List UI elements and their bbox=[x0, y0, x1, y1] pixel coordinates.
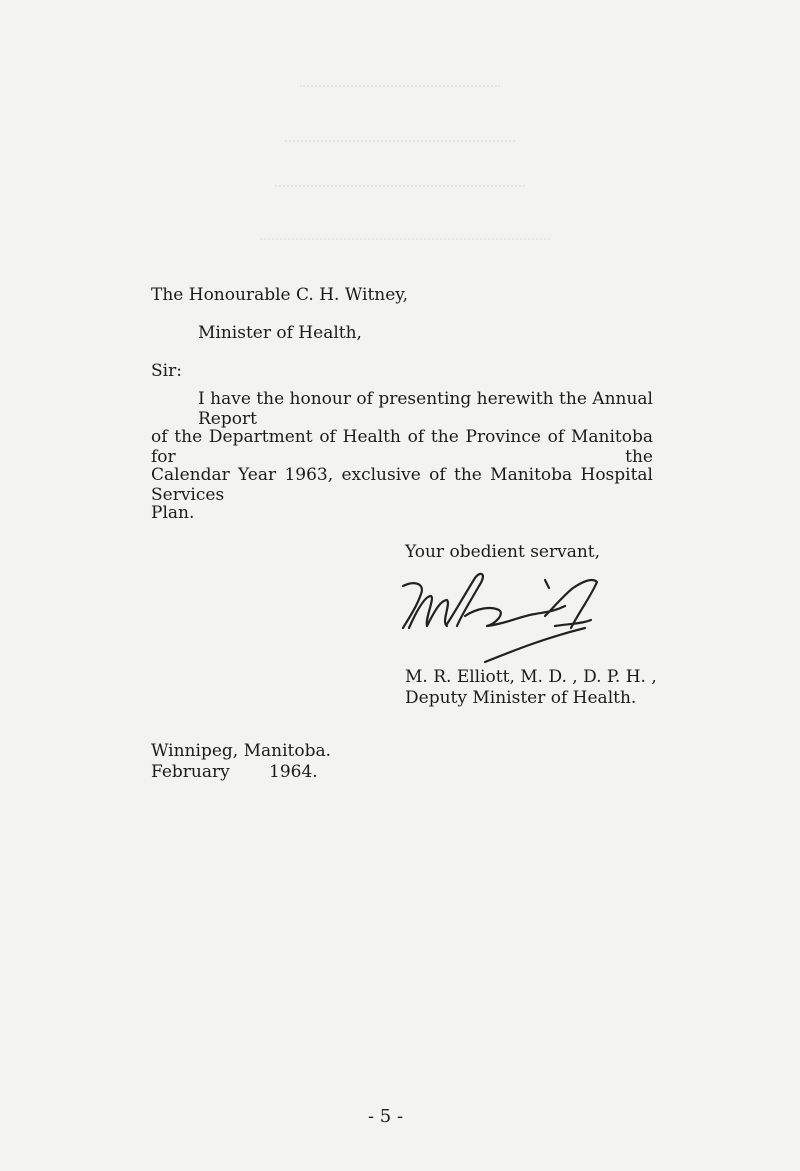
body-line-4: Plan. bbox=[151, 503, 195, 523]
body-line-2: of the Department of Health of the Province of Manitoba for the bbox=[151, 427, 653, 467]
addressee-title: Minister of Health, bbox=[198, 323, 362, 343]
signatory-title: Deputy Minister of Health. bbox=[405, 688, 637, 708]
signatory-name: M. R. Elliott, M. D. , D. P. H. , bbox=[405, 667, 657, 687]
place: Winnipeg, Manitoba. bbox=[151, 741, 331, 761]
show-through-marks bbox=[260, 238, 550, 250]
page-number: - 5 - bbox=[368, 1106, 404, 1127]
handwritten-signature bbox=[395, 566, 605, 666]
addressee-name: The Honourable C. H. Witney, bbox=[151, 285, 409, 305]
show-through-marks bbox=[300, 85, 500, 97]
show-through-marks bbox=[275, 185, 525, 197]
show-through-marks bbox=[285, 140, 515, 152]
date-year: 1964. bbox=[269, 762, 318, 782]
closing: Your obedient servant, bbox=[405, 542, 601, 562]
salutation: Sir: bbox=[151, 361, 182, 381]
body-line-1: I have the honour of presenting herewith the Annual Report bbox=[198, 389, 653, 429]
body-line-3: Calendar Year 1963, exclusive of the Manitoba Hospital Services bbox=[151, 465, 653, 505]
date-month: February bbox=[151, 762, 230, 782]
